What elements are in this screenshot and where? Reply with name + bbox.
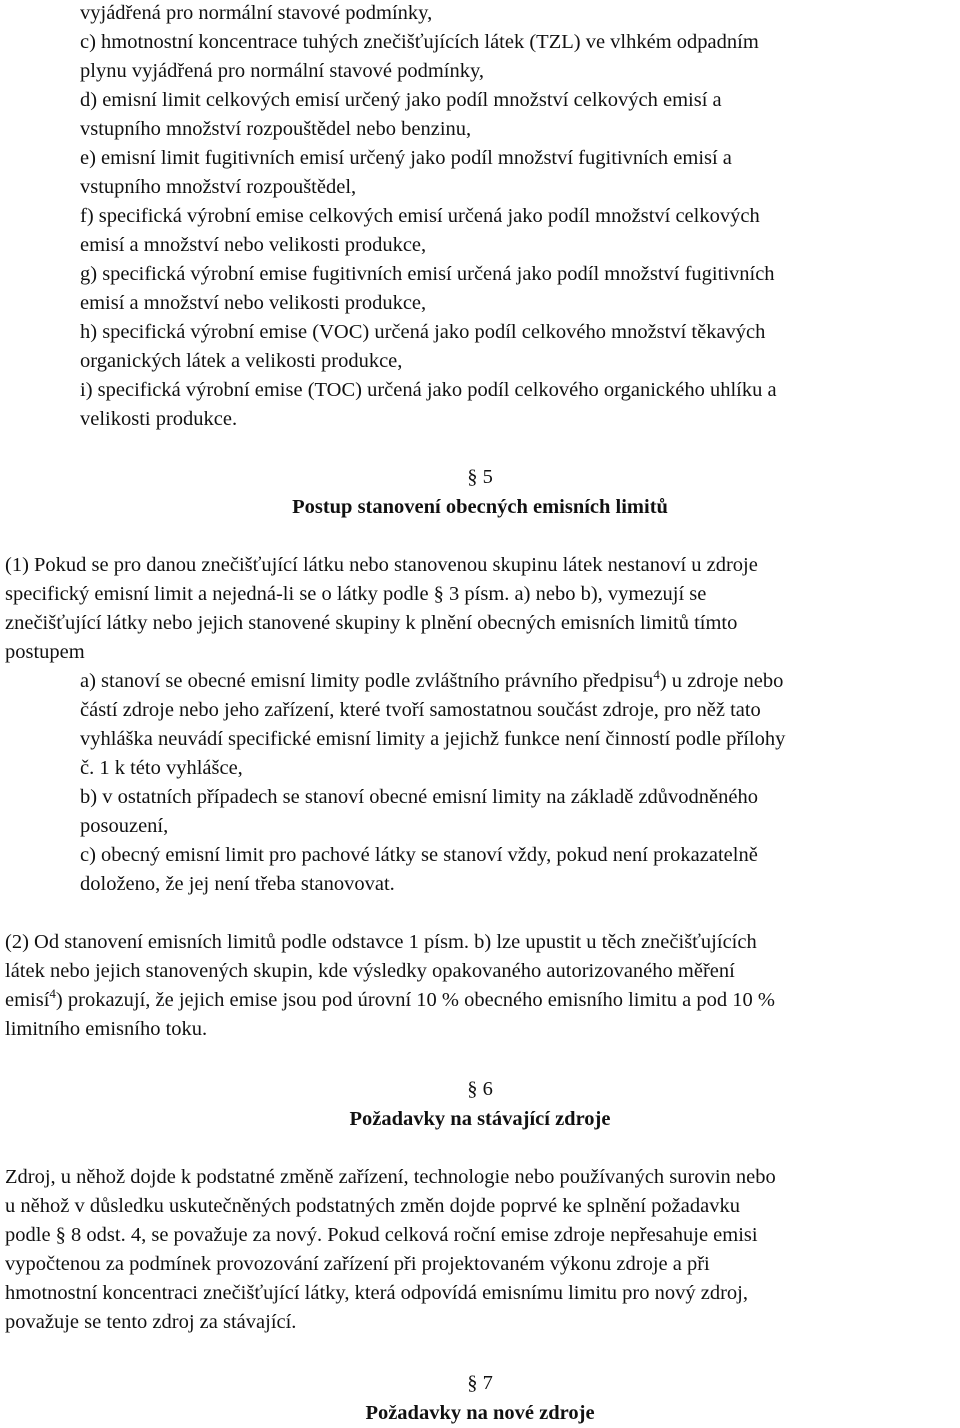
list-line: vyhláška neuvádí specifické emisní limity a jejichž funkce není činností podle přílohy — [80, 728, 786, 750]
list-line: emisí a množství nebo velikosti produkce, — [80, 234, 427, 256]
paragraph-text: emisí — [5, 989, 50, 1011]
list-line: č. 1 k této vyhlášce, — [80, 757, 243, 779]
paragraph-line: (2) Od stanovení emisních limitů podle odstavce 1 písm. b) lze upustit u těch znečišťujících — [5, 931, 757, 953]
paragraph-line: látek nebo jejich stanovených skupin, kde výsledky opakovaného autorizovaného měření — [5, 960, 735, 982]
section-title: Požadavky na nové zdroje — [365, 1402, 595, 1424]
list-line: e) emisní limit fugitivních emisí určený jako podíl množství fugitivních emisí a — [80, 147, 732, 169]
section-number: § 6 — [467, 1078, 493, 1100]
list-text: ) u zdroje nebo — [659, 670, 784, 692]
footnote-ref: 4 — [49, 986, 56, 1002]
paragraph-line: Zdroj, u něhož dojde k podstatné změně zařízení, technologie nebo používaných surovin nebo — [5, 1166, 776, 1188]
paragraph-line: limitního emisního toku. — [5, 1018, 208, 1040]
list-line: c) obecný emisní limit pro pachové látky se stanoví vždy, pokud není prokazatelně — [80, 844, 758, 866]
list-line — [80, 669, 783, 693]
list-line: vyjádřená pro normální stavové podmínky, — [80, 2, 433, 24]
paragraph-line — [5, 988, 775, 1012]
list-line: g) specifická výrobní emise fugitivních emisí určená jako podíl množství fugitivních — [80, 263, 775, 285]
section-number: § 7 — [467, 1372, 493, 1394]
list-line: emisí a množství nebo velikosti produkce, — [80, 292, 427, 314]
list-line: vstupního množství rozpouštědel nebo benzinu, — [80, 118, 472, 140]
list-text: a) stanoví se obecné emisní limity podle zvláštního právního předpisu — [80, 670, 654, 692]
section-title: Požadavky na stávající zdroje — [349, 1108, 611, 1130]
list-line: b) v ostatních případech se stanoví obecné emisní limity na základě zdůvodněného — [80, 786, 759, 808]
paragraph-line: podle § 8 odst. 4, se považuje za nový. Pokud celková roční emise zdroje nepřesahuje emisi — [5, 1224, 758, 1246]
paragraph-line: znečišťující látky nebo jejich stanovené skupiny k plnění obecných emisních limitů tímto — [5, 612, 738, 634]
paragraph-text: ) prokazují, že jejich emise jsou pod úrovní 10 % obecného emisního limitu a pod 10 % — [55, 989, 775, 1011]
paragraph-line: specifický emisní limit a nejedná-li se o látky podle § 3 písm. a) nebo b), vymezují se — [5, 583, 707, 605]
list-line: velikosti produkce. — [80, 408, 238, 430]
list-line: vstupního množství rozpouštědel, — [80, 176, 357, 198]
list-line: c) hmotnostní koncentrace tuhých znečišťujících látek (TZL) ve vlhkém odpadním — [80, 31, 759, 53]
paragraph-line: (1) Pokud se pro danou znečišťující látku nebo stanovenou skupinu látek nestanoví u zdroje — [5, 554, 758, 576]
footnote-ref: 4 — [653, 667, 660, 683]
list-line: h) specifická výrobní emise (VOC) určená jako podíl celkového množství těkavých — [80, 321, 766, 343]
list-line: částí zdroje nebo jeho zařízení, které tvoří samostatnou součást zdroje, pro něž tato — [80, 699, 761, 721]
paragraph-line: u něhož v důsledku uskutečněných podstatných změn dojde poprvé ke splnění požadavku — [5, 1195, 740, 1217]
section-title: Postup stanovení obecných emisních limitů — [292, 496, 668, 518]
paragraph-line: postupem — [5, 641, 85, 663]
paragraph-line: považuje se tento zdroj za stávající. — [5, 1311, 297, 1333]
list-line: posouzení, — [80, 815, 169, 837]
list-line: organických látek a velikosti produkce, — [80, 350, 403, 372]
list-line: f) specifická výrobní emise celkových emisí určená jako podíl množství celkových — [80, 205, 760, 227]
list-line: doloženo, že jej není třeba stanovovat. — [80, 873, 395, 895]
paragraph-line: vypočtenou za podmínek provozování zařízení při projektovaném výkonu zdroje a při — [5, 1253, 710, 1275]
section-number: § 5 — [467, 466, 493, 488]
list-line: i) specifická výrobní emise (TOC) určená jako podíl celkového organického uhlíku a — [80, 379, 777, 401]
paragraph-line: hmotnostní koncentraci znečišťující látky, která odpovídá emisnímu limitu pro nový zdroj, — [5, 1282, 748, 1304]
list-line: plynu vyjádřená pro normální stavové podmínky, — [80, 60, 485, 82]
list-line: d) emisní limit celkových emisí určený jako podíl množství celkových emisí a — [80, 89, 722, 111]
